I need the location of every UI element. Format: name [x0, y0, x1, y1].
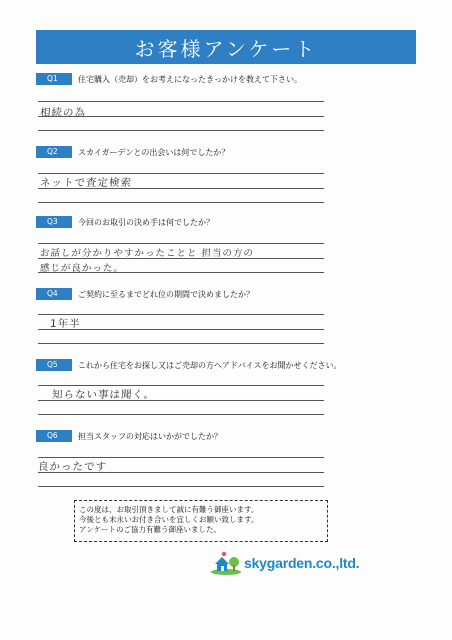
answer-line	[38, 173, 324, 174]
page-title: お客様アンケート	[36, 30, 416, 64]
answer-line	[38, 457, 324, 458]
answer-line	[38, 385, 324, 386]
question-6	[36, 430, 416, 442]
answer-line	[38, 243, 324, 244]
answer-line	[38, 314, 324, 315]
question-text: 今回のお取引の決め手は何でしたか？	[78, 217, 214, 227]
question-text: スカイガーデンとの出会いは何でしたか？	[78, 147, 230, 157]
handwritten-answer: お話しが分かりやすかったことと 担当の方の	[39, 248, 255, 259]
question-number: Q1	[36, 73, 72, 85]
logo-text: skygarden.co.,ltd.	[244, 555, 360, 571]
closing-line: 今後とも末永いお付き合いを宜しくお願い致します。	[79, 515, 259, 524]
closing-line: この度は、お取引頂きまして誠に有難う御座います。	[79, 505, 259, 514]
answer-line	[38, 116, 324, 117]
closing-message-box	[74, 500, 328, 542]
question-text: 担当スタッフの対応はいかがでしたか？	[78, 431, 222, 441]
question-text: ご契約に至るまでどれ位の期間で決めましたか？	[78, 289, 254, 299]
handwritten-answer: 1年半	[49, 318, 82, 330]
answer-line	[38, 414, 324, 415]
answer-line	[38, 486, 324, 487]
answer-line	[38, 343, 324, 344]
question-3	[36, 216, 416, 228]
question-number: Q2	[36, 146, 72, 158]
question-number: Q3	[36, 216, 72, 228]
answer-line	[38, 258, 324, 259]
answer-line	[38, 130, 324, 131]
question-text: これから住宅をお探し又はご売却の方へアドバイスをお聞かせください。	[78, 360, 342, 370]
question-text: 住宅購入（売却）をお考えになったきっかけを教えて下さい。	[78, 74, 302, 84]
answer-line	[38, 101, 324, 102]
answer-line	[38, 472, 324, 473]
question-4	[36, 288, 416, 300]
handwritten-answer: 良かったです	[37, 461, 108, 473]
question-number: Q4	[36, 288, 72, 300]
answer-line	[38, 400, 324, 401]
company-logo	[210, 548, 359, 578]
answer-line	[38, 272, 324, 273]
question-number: Q6	[36, 430, 72, 442]
answer-line	[38, 329, 324, 330]
question-2	[36, 146, 416, 158]
closing-line: アンケートのご協力有難う御座いました。	[79, 525, 222, 534]
handwritten-answer: 相続の為	[39, 107, 87, 119]
question-number: Q5	[36, 359, 72, 371]
question-5	[36, 359, 416, 371]
answer-line	[38, 202, 324, 203]
handwritten-answer: 感じが良かった。	[39, 263, 125, 274]
handwritten-answer: ネットで査定検索	[39, 177, 133, 189]
answer-line	[38, 188, 324, 189]
question-1	[36, 73, 416, 85]
handwritten-answer: 知らない事は聞く。	[51, 389, 156, 401]
house-tree-logo-icon	[210, 550, 242, 576]
